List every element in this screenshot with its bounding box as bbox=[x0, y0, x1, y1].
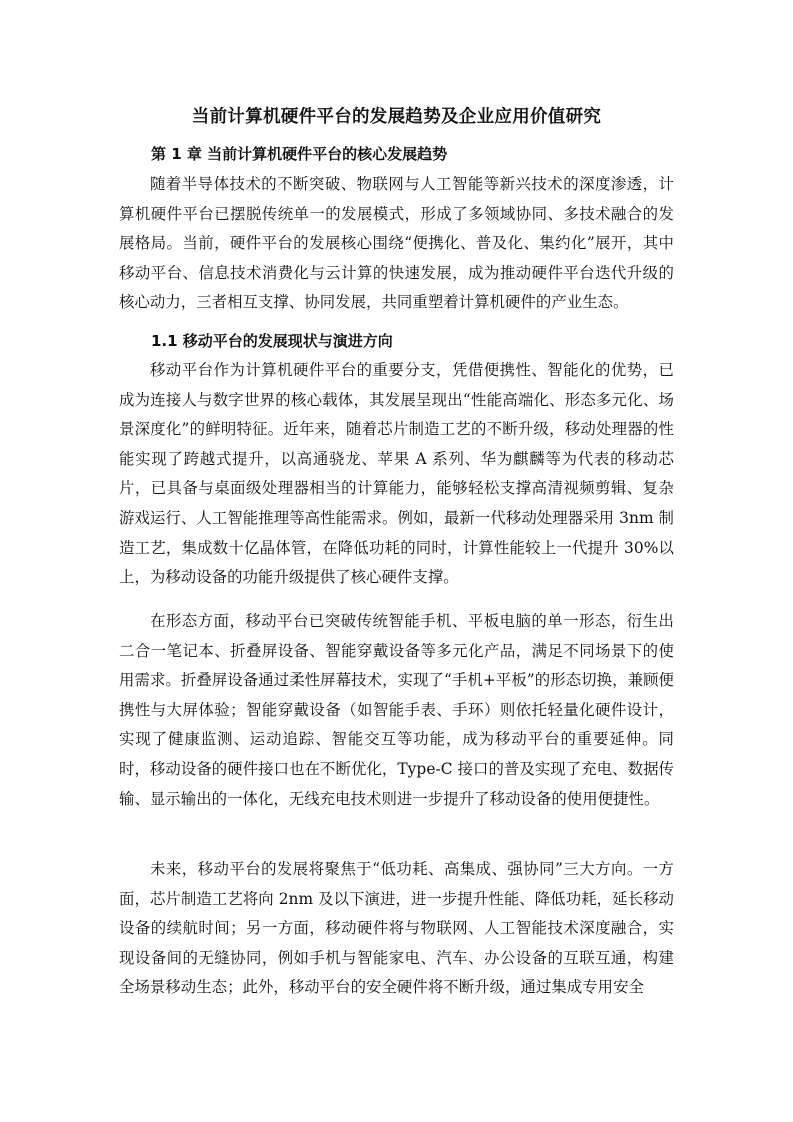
paragraph-mobile-form-factor: 在形态方面，移动平台已突破传统智能手机、平板电脑的单一形态，衍生出二合一笔记本、折叠屏设备、智能穿戴设备等多元化产品，满足不同场景下的使用需求。折叠屏设备通过柔性屏幕技术，实现了“手机+平板”的形态切换，兼顾便携性与大屏体验；智能穿戴设备（如智能手表、手环）则依托轻量化硬件设计，实现了健康监测、运动追踪、智能交互等功能，成为移动平台的重要延伸。同时，移动设备的硬件接口也在不断优化，Type-C 接口的普及实现了充电、数据传输、显示输出的一体化，无线充电技术则进一步提升了移动设备的使用便捷性。 bbox=[119, 612, 674, 808]
document-title: 当前计算机硬件平台的发展趋势及企业应用价值研究 bbox=[191, 107, 602, 127]
section-heading: 1.1 移动平台的发展现状与演进方向 bbox=[151, 332, 393, 350]
chapter-heading: 第 1 章 当前计算机硬件平台的核心发展趋势 bbox=[151, 145, 448, 163]
paragraph-mobile-future: 未来，移动平台的发展将聚焦于“低功耗、高集成、强协同”三大方向。一方面，芯片制造工艺将向 2nm 及以下演进，进一步提升性能、降低功耗，延长移动设备的续航时间；另一方面，移动硬件将与物联网、人工智能技术深度融合，实现设备间的无缝协同，例如手机与智能家电、汽车、办公设备的互联互通，构建全场景移动生态；此外，移动平台的安全硬件将不断升级，通过集成专用安全 bbox=[119, 860, 674, 997]
paragraph-intro: 随着半导体技术的不断突破、物联网与人工智能等新兴技术的深度渗透，计算机硬件平台已摆脱传统单一的发展模式，形成了多领域协同、多技术融合的发展格局。当前，硬件平台的发展核心围绕“便携化、普及化、集约化”展开，其中移动平台、信息技术消费化与云计算的快速发展，成为推动硬件平台迭代升级的核心动力，三者相互支撑、协同发展，共同重塑着计算机硬件的产业生态。 bbox=[119, 175, 674, 312]
paragraph-mobile-performance: 移动平台作为计算机硬件平台的重要分支，凭借便携性、智能化的优势，已成为连接人与数字世界的核心载体，其发展呈现出“性能高端化、形态多元化、场景深度化”的鲜明特征。近年来，随着芯片制造工艺的不断升级，移动处理器的性能实现了跨越式提升，以高通骁龙、苹果 A 系列、华为麒麟等为代表的移动芯片，已具备与桌面级处理器相当的计算能力，能够轻松支撑高清视频剪辑、复杂游戏运行、人工智能推理等高性能需求。例如，最新一代移动处理器采用 3nm 制造工艺，集成数十亿晶体管，在降低功耗的同时，计算性能较上一代提升 30%以上，为移动设备的功能升级提供了核心硬件支撑。 bbox=[119, 361, 674, 587]
